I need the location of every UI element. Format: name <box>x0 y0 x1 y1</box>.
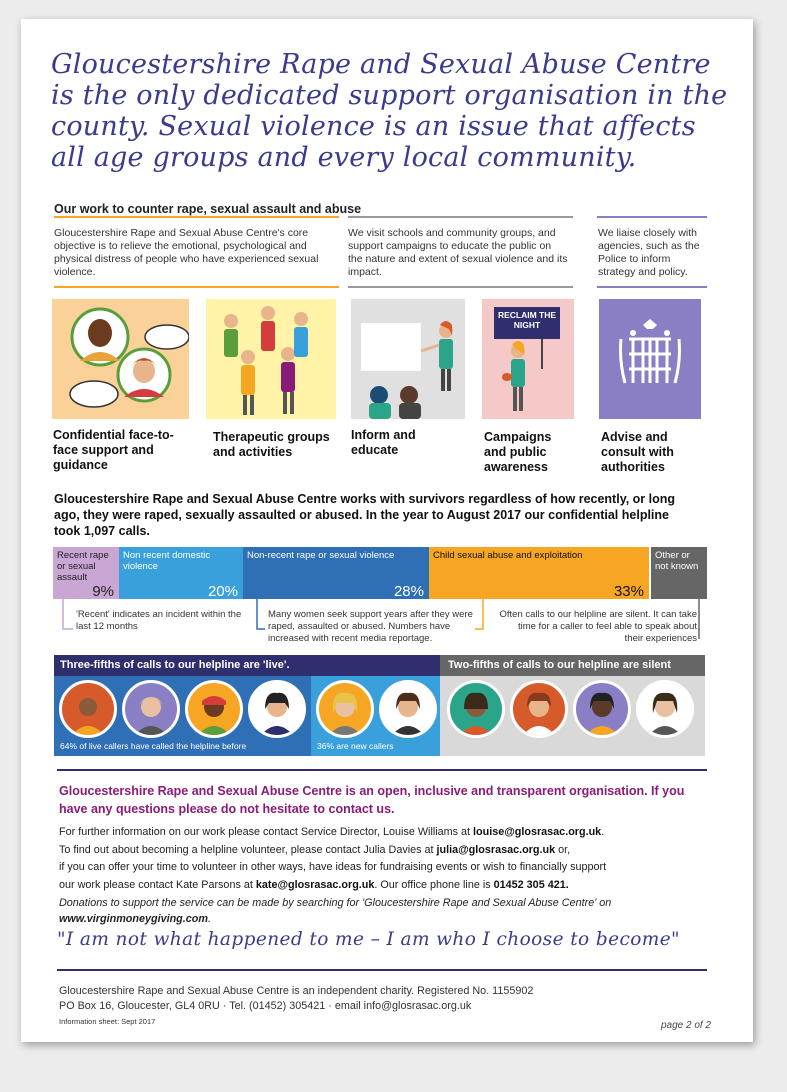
segment-domestic-violence <box>119 547 243 599</box>
info-sheet-page <box>21 19 753 1042</box>
note-non-recent: Many women seek support years after they were raped, assaulted or abused. Numbers have increased with recent media reportage. <box>268 609 473 644</box>
segment-recent-rape <box>53 547 119 599</box>
divider-top <box>57 769 707 771</box>
caller-avatar <box>573 680 631 738</box>
caller-avatar <box>59 680 117 738</box>
donation-text: Donations to support the service can be made by searching for 'Gloucestershire Rape and Sexual Abuse Centre' on <box>59 897 612 909</box>
segment-sexual-violence <box>243 547 429 599</box>
caller-avatar <box>510 680 568 738</box>
segment-pct: 28% <box>393 583 424 600</box>
repeat-callers-stat: 64% of live callers have called the helpline before <box>60 741 247 751</box>
donation-info <box>59 895 719 927</box>
divider-bottom <box>57 969 707 971</box>
grey-rule-2 <box>348 286 573 288</box>
segment-pct: 33% <box>613 583 644 600</box>
headline: Gloucestershire Rape and Sexual Abuse Centre is the only dedicated support organisation in the county. Sexual violence is an issue that affects all age groups and every local community. <box>51 49 728 173</box>
reclaim-sign-text: RECLAIM THE NIGHT <box>497 310 557 330</box>
page-number: page 2 of 2 <box>660 1020 711 1031</box>
virgin-money-link[interactable]: www.virginmoneygiving.com <box>59 913 208 925</box>
new-callers-stat: 36% are new callers <box>317 741 394 751</box>
orange-rule <box>54 216 339 218</box>
quote: "I am not what happened to me – I am who I choose to become" <box>57 929 680 950</box>
silent-calls-heading: Two-fifths of calls to our helpline are silent <box>440 655 705 676</box>
contact-line-1: For further information on our work please contact Service Director, Louise Williams at <box>59 826 474 838</box>
col3-text: We liaise closely with agencies, such as the Police to inform strategy and policy. <box>598 227 700 278</box>
caller-avatar <box>379 680 437 738</box>
groups-illustration <box>206 299 336 419</box>
caption-authorities: Advise and consult with authorities <box>601 430 674 474</box>
caption-support: Confidential face-to-face support and guidance <box>53 428 174 472</box>
caller-avatar <box>636 680 694 738</box>
contact-details: For further information on our work please contact Service Director, Louise Williams at louise@glosrasac.org.uk. To find out about becoming a helpline volunteer, please contact Julia Davies at julia@glosrasac.org.uk or, if you can offer your time to volunteer in other ways, have ideas for fundraising events or wish to financially support our work please contact Kate Parsons at kate@glosrasac.org.uk. Our office phone line is 01452 305 421. <box>59 824 719 894</box>
footer-charity: Gloucestershire Rape and Sexual Abuse Centre is an independent charity. Registered No. 1155902 <box>59 985 534 997</box>
caller-avatar <box>122 680 180 738</box>
educate-illustration <box>351 299 465 419</box>
survivors-paragraph: Gloucestershire Rape and Sexual Abuse Centre works with survivors regardless of how recently, or long ago, they were raped, sexually assaulted or abused. In the year to August 2017 our confidential helpline took 1,097 calls. <box>54 492 676 538</box>
lavender-rule <box>597 216 707 218</box>
segment-label: Non recent domestic violence <box>123 550 211 572</box>
info-sheet-date: Information sheet: Sept 2017 <box>59 1017 156 1026</box>
contact-line-3: if you can offer your time to volunteer in other ways, have ideas for fundraising events or wish to financially support <box>59 861 607 873</box>
note-recent: 'Recent' indicates an incident within the last 12 months <box>76 609 242 632</box>
caller-avatar <box>248 680 306 738</box>
contact-heading: Gloucestershire Rape and Sexual Abuse Centre is an open, inclusive and transparent organisation. If you have any questions please do not hesitate to contact us. <box>59 784 685 816</box>
portcullis-icon <box>599 299 701 419</box>
segment-child-abuse <box>429 547 649 599</box>
live-calls-heading: Three-fifths of calls to our helpline are 'live'. <box>54 655 440 676</box>
caller-avatar <box>447 680 505 738</box>
caller-avatar <box>185 680 243 738</box>
julia-email-link[interactable]: julia@glosrasac.org.uk <box>436 843 556 856</box>
segment-label: Other or not known <box>655 550 699 572</box>
segment-label: Non-recent rape or sexual violence <box>247 550 395 561</box>
contact-line-4-mid: . Our office phone line is <box>374 878 494 891</box>
donation-end: . <box>207 913 211 925</box>
office-phone: 01452 305 421. <box>493 878 569 891</box>
campaign-illustration <box>482 299 574 419</box>
contact-line-4: our work please contact Kate Parsons at <box>59 878 256 891</box>
segment-pct: 20% <box>207 583 238 600</box>
segment-label: Child sexual abuse and exploitation <box>433 550 583 561</box>
section-title: Our work to counter rape, sexual assault and abuse <box>54 202 362 216</box>
col2-text: We visit schools and community groups, and support campaigns to educate the public on the nature and extent of sexual violence and its impact. <box>348 227 568 278</box>
caption-educate: Inform and educate <box>351 428 416 457</box>
footer-address: PO Box 16, Gloucester, GL4 0RU · Tel. (01452) 305421 · email info@glosrasac.org.uk <box>59 1000 472 1012</box>
footer <box>59 984 533 1014</box>
authorities-illustration <box>599 299 701 419</box>
col1-text: Gloucestershire Rape and Sexual Abuse Centre's core objective is to relieve the emotional, psychological and physical distress of people who have experienced sexual violence. <box>54 227 319 278</box>
segment-other <box>651 547 707 599</box>
caller-avatar <box>316 680 374 738</box>
orange-rule-2 <box>54 286 339 288</box>
kate-email-link[interactable]: kate@glosrasac.org.uk <box>255 878 375 891</box>
segment-pct: 9% <box>92 583 114 600</box>
contact-line-2-end: or, <box>555 843 571 856</box>
caption-campaigns: Campaigns and public awareness <box>484 430 552 474</box>
grey-rule <box>348 216 573 218</box>
segment-label: Recent rape or sexual assault <box>57 550 109 583</box>
lavender-rule-2 <box>597 286 707 288</box>
caption-groups: Therapeutic groups and activities <box>213 430 330 459</box>
support-illustration <box>52 299 189 419</box>
note-silent: Often calls to our helpline are silent. It can take time for a caller to feel able to speak about their experiences <box>499 609 697 644</box>
louise-email-link[interactable]: louise@glosrasac.org.uk <box>473 826 602 838</box>
contact-line-2: To find out about becoming a helpline volunteer, please contact Julia Davies at <box>59 843 437 856</box>
